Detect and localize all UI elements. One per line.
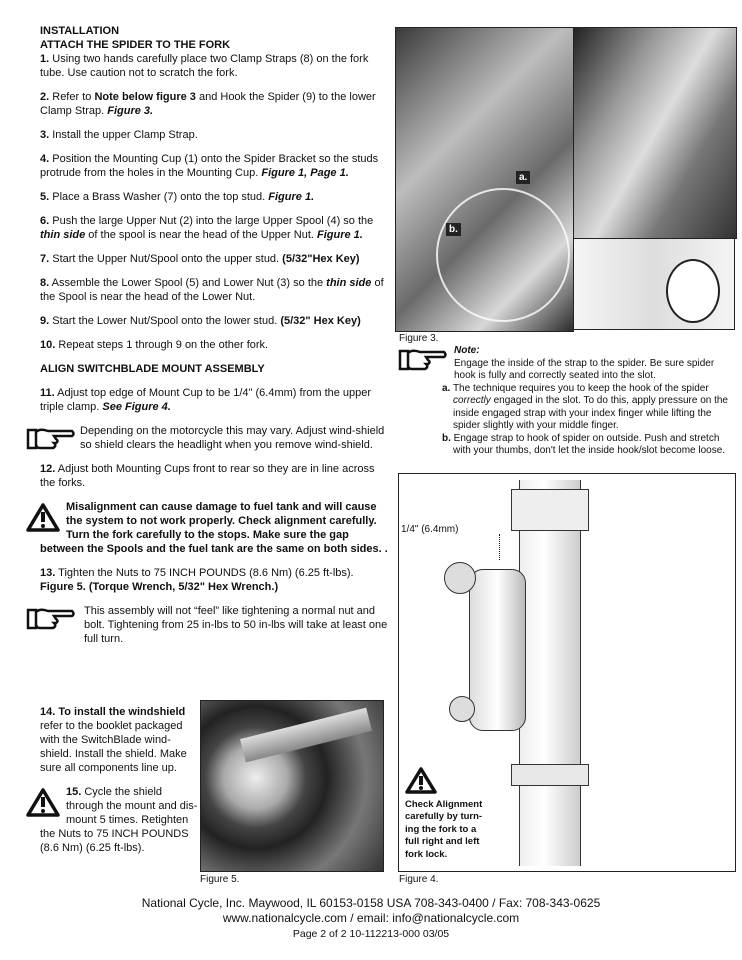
installation-section (40, 24, 390, 646)
step-9: 9. Start the Lower Nut/Spool onto the lower stud. (5/32" Hex Key) (40, 315, 361, 327)
figure-3-strap-illustration (573, 238, 735, 330)
note-item-a: a. The technique requires you to keep the hook of the spider correctly engaged in the slot. To do this, apply pressure on the inside engaged strap with your index finger while lifting the spider slightly with your middle finger. (442, 382, 728, 431)
note-tightening-feel: This assembly will not “feel” like tightening a normal nut and bolt. Tightening from 25 in-lbs to 50 in-lbs will take at least one full turn. (40, 604, 390, 646)
torque-wrench-shape (240, 708, 372, 763)
figure-3-photo-main (395, 27, 574, 332)
figure-4-caption: Figure 4. (399, 874, 439, 885)
figure-4-diagram (398, 473, 736, 872)
figure-3-photo-inset (573, 27, 737, 239)
warning-triangle-icon (405, 766, 437, 794)
step-15: 15. Cycle the shield through the mount and dis-mount 5 times. Retighten the Nuts to 75 INCH POUNDS (8.6 Nm) (6.25 ft-lbs). (40, 785, 198, 855)
fork-tube (519, 480, 581, 866)
step-12: 12. Adjust both Mounting Cups front to rear so they are in line across the forks. (40, 463, 375, 489)
note-item-b: b. Engage strap to hook of spider on outside. Push and stretch with your thumbs, don't let the inside hook/slot become loose. (442, 432, 726, 456)
warning-misalignment: Misalignment can cause damage to fuel tank and will cause the system to not work properly. Check alignment carefully. Turn the fork carefully to the stops. Make sure the gap between the Spools and the fuel tank are the same on both sides. . (40, 500, 390, 556)
note-windshield-clearance: Depending on the motorcycle this may vary. Adjust wind-shield so shield clears the headlight when you remove wind-shield. (40, 424, 390, 452)
footer-page-info: Page 2 of 2 10-112213-000 03/05 (292, 928, 450, 940)
pointing-hand-icon (26, 606, 76, 632)
step-6: 6. Push the large Upper Nut (2) into the large Upper Spool (4) so the thin side of the spool is near the head of the Upper Nut. Figure 1. (40, 215, 374, 241)
pointing-hand-icon (26, 426, 76, 452)
heading-attach-spider: ATTACH THE SPIDER TO THE FORK (40, 39, 231, 51)
step-14: 14. To install the windshield refer to the booklet packaged with the SwitchBlade wind-shield. Install the shield. Make sure all components line up. (40, 706, 187, 774)
measure-line (499, 534, 500, 560)
step-2: 2. Refer to Note below figure 3 and Hook the Spider (9) to the lower Clamp Strap. Figure 3. (40, 91, 376, 117)
lower-spool (449, 696, 475, 722)
step-8: 8. Assemble the Lower Spool (5) and Lower Nut (3) so the thin side of the Spool is near the head of the Lower Nut. (40, 277, 384, 303)
step-1: 1. Using two hands carefully place two Clamp Straps (8) on the fork tube. Use caution not to scratch the fork. (40, 53, 369, 79)
pointing-hand-icon (398, 347, 448, 373)
footer-address: National Cycle, Inc. Maywood, IL 60153-0158 USA 708-343-0400 / Fax: 708-343-0625 (141, 896, 601, 910)
step-10: 10. Repeat steps 1 through 9 on the other fork. (40, 339, 269, 351)
figure-3-label-b: b. (446, 223, 461, 236)
footer-web-email: www.nationalcycle.com / email: info@nationalcycle.com (222, 911, 520, 925)
figure-5-caption: Figure 5. (200, 874, 240, 885)
figure-3-caption: Figure 3. (399, 333, 439, 344)
warning-triangle-icon (26, 787, 60, 817)
step-11: 11. Adjust top edge of Mount Cup to be 1/4" (6.4mm) from the upper triple clamp. See Figure 4. (40, 387, 372, 413)
figure-5-photo (200, 700, 384, 872)
lower-clamp (511, 764, 589, 786)
warning-triangle-icon (26, 502, 60, 532)
heading-align-mount: ALIGN SWITCHBLADE MOUNT ASSEMBLY (40, 363, 265, 375)
triple-clamp (511, 489, 589, 531)
step-13-tools: Figure 5. (Torque Wrench, 5/32" Hex Wrench.) (40, 581, 279, 593)
figure-4-warning: Check Alignment carefully by turn-ing the fork to a full right and left fork lock. (405, 766, 485, 861)
upper-spool (444, 562, 476, 594)
figure-3-note: Note: Engage the inside of the strap to the spider. Be sure spider hook is fully and correctly seated into the slot. a. The technique requires you to keep the hook of the spider correctly engaged in the slot. To do this, apply pressure on the inside engaged strap with your index finger while lifting the spider slightly with your middle finger. b. Engage strap to hook of spider on outside. Push and stretch with your thumbs, don't let the inside hook/slot become loose. (398, 345, 738, 458)
step-3: 3. Install the upper Clamp Strap. (40, 129, 198, 141)
step-14-15-section (40, 705, 198, 855)
mounting-cup (469, 569, 526, 731)
heading-installation: INSTALLATION (40, 25, 120, 37)
strap-detail-circle (666, 259, 720, 323)
magnify-circle (436, 188, 570, 322)
step-13: 13. Tighten the Nuts to 75 INCH POUNDS (8.6 Nm) (6.25 ft-lbs). (40, 567, 354, 579)
measurement-label: 1/4" (6.4mm) (401, 524, 459, 535)
step-7: 7. Start the Upper Nut/Spool onto the upper stud. (5/32"Hex Key) (40, 253, 360, 265)
step-5: 5. Place a Brass Washer (7) onto the top stud. Figure 1. (40, 191, 315, 203)
step-4: 4. Position the Mounting Cup (1) onto the Spider Bracket so the studs protrude from the holes in the Mounting Cup. Figure 1, Page 1. (40, 153, 379, 179)
figure-3-label-a: a. (516, 171, 530, 184)
